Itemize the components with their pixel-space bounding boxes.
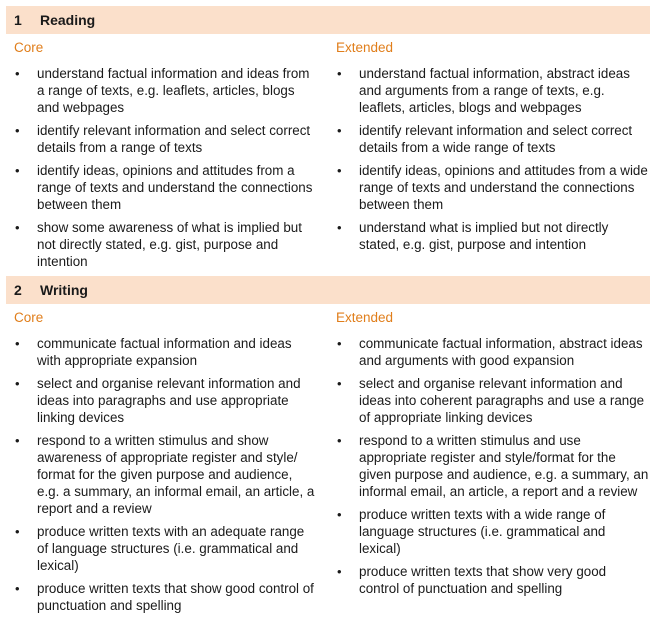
- list-item: • identify relevant information and select correct details from a range of texts: [15, 123, 311, 155]
- list-item: • identify ideas, opinions and attitudes from a range of texts and understand the connections between them: [15, 163, 313, 212]
- section-header: [6, 6, 650, 34]
- core-label: Core: [14, 40, 44, 55]
- core-column: [6, 304, 328, 620]
- section-header: [6, 276, 650, 304]
- section-title: Writing: [40, 282, 88, 298]
- core-label: Core: [14, 310, 44, 325]
- list-item: • produce written texts with a wide range of language structures (i.e. grammatical and lexical): [337, 507, 606, 556]
- extended-column: [328, 304, 650, 620]
- core-column: [6, 34, 328, 276]
- list-item: • understand what is implied but not directly stated, e.g. gist, purpose and intention: [337, 220, 609, 252]
- list-item: • understand factual information and ideas from a range of texts, e.g. leaflets, articles, blogs and webpages: [15, 66, 310, 115]
- list-item: • identify ideas, opinions and attitudes from a wide range of texts and understand the connections between them: [337, 163, 648, 212]
- list-item: • respond to a written stimulus and use appropriate register and style/format for the given purpose and audience, e.g. a summary, an informal email, an article, a report and a review: [337, 433, 649, 499]
- extended-column: [328, 34, 650, 276]
- section-number: 1: [14, 12, 22, 28]
- list-item: • understand factual information, abstract ideas and arguments from a range of texts, e.g. leaflets, articles, blogs and webpages: [337, 66, 630, 115]
- list-item: • select and organise relevant information and ideas into coherent paragraphs and use a range of appropriate linking devices: [337, 376, 645, 425]
- list-item: • respond to a written stimulus and show awareness of appropriate register and style/ format for the given purpose and audience, e.g. a summary, an informal email, an article, a report and a review: [15, 433, 315, 516]
- list-item: • communicate factual information, abstract ideas and arguments with good expansion: [337, 336, 643, 368]
- list-item: • communicate factual information and ideas with appropriate expansion: [15, 336, 292, 368]
- section-number: 2: [14, 282, 22, 298]
- section-title: Reading: [40, 12, 96, 28]
- section-writing: [6, 276, 650, 620]
- list-item: • produce written texts with an adequate range of language structures (i.e. grammatical and lexical): [15, 524, 305, 573]
- section-reading: [6, 6, 650, 276]
- list-item: • produce written texts that show very good control of punctuation and spelling: [337, 564, 607, 596]
- extended-label: Extended: [336, 310, 394, 325]
- list-item: • select and organise relevant information and ideas into paragraphs and use appropriate linking devices: [15, 376, 301, 425]
- list-item: • show some awareness of what is implied but not directly stated, e.g. gist, purpose and intention: [15, 220, 302, 269]
- list-item: • identify relevant information and select correct details from a wide range of texts: [337, 123, 633, 155]
- list-item: • produce written texts that show good control of punctuation and spelling: [15, 581, 314, 613]
- extended-label: Extended: [336, 40, 394, 55]
